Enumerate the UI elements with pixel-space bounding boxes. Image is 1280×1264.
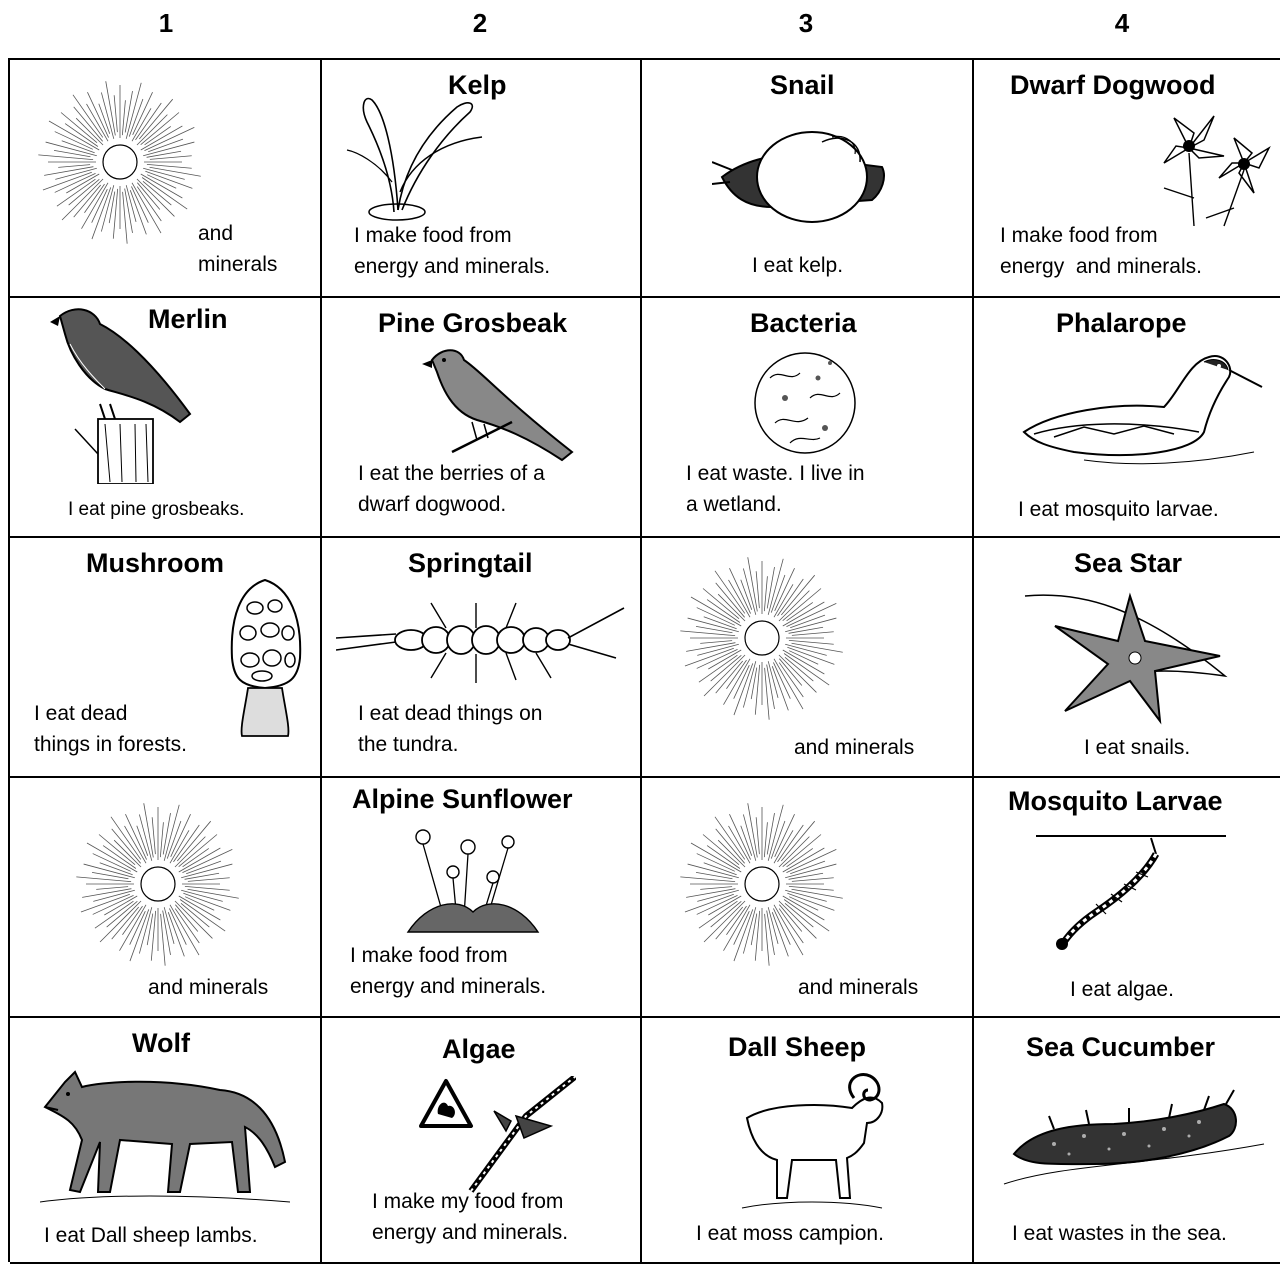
card-title: Wolf	[132, 1028, 190, 1058]
wolf-icon	[40, 1062, 290, 1212]
sun-ray	[122, 906, 142, 935]
merlin-icon	[40, 304, 210, 484]
sun-ray	[175, 837, 205, 867]
card-sun-r1c1[interactable]	[10, 60, 322, 298]
sun-ray	[54, 150, 90, 156]
card-title: Dwarf Dogwood	[1010, 70, 1216, 100]
sun-ray	[751, 914, 757, 946]
sun-ray	[147, 914, 153, 946]
card-sun-r4c1[interactable]	[10, 778, 322, 1018]
sun-ray	[787, 848, 813, 866]
card-phalarope[interactable]	[974, 298, 1280, 538]
card-title: Pine Grosbeak	[378, 308, 568, 338]
card-title: Sea Star	[1074, 548, 1183, 578]
algae-icon	[416, 1076, 576, 1196]
sun-ray	[726, 660, 746, 689]
bacteria-icon	[750, 348, 860, 458]
card-springtail[interactable]	[322, 538, 642, 778]
sun-ray	[784, 653, 829, 685]
sun-ray	[767, 567, 774, 608]
card-title: Mosquito Larvae	[1008, 786, 1223, 816]
sun-ray	[756, 817, 759, 854]
sun-ray	[84, 184, 104, 213]
card-snail[interactable]	[642, 60, 974, 298]
column-number-1: 1	[158, 8, 174, 38]
phalarope-icon	[1014, 342, 1264, 472]
card-description: I make food from energy and minerals.	[350, 944, 547, 998]
card-title: Alpine Sunflower	[352, 784, 573, 814]
sun-ray	[152, 817, 155, 854]
sun-ray	[685, 648, 734, 666]
sun-icon	[672, 794, 852, 974]
sun-ray	[114, 95, 117, 132]
card-description: I eat waste. I live in a wetland.	[686, 462, 865, 516]
sun-ray	[696, 872, 732, 878]
dwarf-dogwood-icon	[1134, 108, 1274, 228]
springtail-icon	[336, 598, 626, 698]
sun-ray	[183, 848, 209, 866]
card-sea-cucumber[interactable]	[974, 1018, 1280, 1264]
sun-ray	[139, 99, 172, 139]
card-title: Sea Cucumber	[1026, 1032, 1216, 1062]
sun-ray	[781, 821, 814, 861]
sun-ray	[783, 835, 821, 867]
sun-ray	[62, 179, 103, 220]
sun-ray	[779, 837, 809, 867]
sun-ray	[137, 183, 159, 210]
card-sea-star[interactable]	[974, 538, 1280, 778]
sun-ray	[767, 813, 774, 854]
card-dall-sheep[interactable]	[642, 1018, 974, 1264]
sun-ray	[756, 571, 759, 608]
card-title: Dall Sheep	[728, 1032, 867, 1062]
card-description: I make food from energy and minerals.	[354, 224, 551, 278]
mushroom-icon	[220, 578, 310, 738]
card-title: Bacteria	[750, 308, 857, 338]
sun-ray	[697, 895, 738, 914]
card-description: and minerals	[798, 976, 919, 999]
card-dwarf-dogwood[interactable]	[974, 60, 1280, 298]
card-description: I eat the berries of a dwarf dogwood.	[358, 462, 545, 516]
card-description: I eat pine grosbeaks.	[68, 499, 245, 520]
sun-ray	[700, 887, 732, 890]
sun-ray	[786, 849, 836, 872]
card-sun-r3c3[interactable]	[642, 538, 974, 778]
kelp-icon	[342, 82, 492, 222]
card-title: Snail	[770, 70, 835, 100]
card-mosquito-larvae[interactable]	[974, 778, 1280, 1018]
sun-ray	[697, 649, 738, 668]
card-pine-grosbeak[interactable]	[322, 298, 642, 538]
card-description: and minerals	[148, 976, 269, 999]
sun-ray	[179, 835, 217, 867]
sun-ray	[185, 873, 219, 879]
sun-ray	[704, 655, 745, 696]
sun-ray	[775, 568, 795, 611]
card-description: I eat dead things on the tundra.	[358, 702, 543, 756]
sun-ray	[729, 580, 751, 617]
sun-ray	[779, 591, 809, 621]
sun-ray	[177, 821, 210, 861]
card-description: and minerals	[198, 222, 278, 276]
sun-ray	[171, 814, 191, 857]
sun-ray	[163, 813, 170, 854]
sun-ray	[133, 92, 153, 135]
sun-ray	[182, 849, 232, 872]
sun-ray	[87, 104, 109, 141]
sun-icon	[68, 794, 248, 974]
card-description: I make food from energy and minerals.	[1000, 224, 1202, 278]
sun-ray	[92, 872, 128, 878]
sun-ray	[137, 115, 167, 145]
sun-ray	[789, 627, 823, 633]
sun-ray	[141, 113, 179, 145]
sun-ray	[764, 576, 767, 611]
sun-ray	[96, 887, 128, 890]
sun-ray	[150, 156, 192, 160]
sun-ray	[783, 589, 821, 621]
card-title: Merlin	[148, 304, 228, 334]
sun-ray	[764, 822, 767, 857]
card-title: Kelp	[448, 70, 507, 100]
card-kelp[interactable]	[322, 60, 642, 298]
sun-ray	[789, 873, 823, 879]
sun-ray	[109, 192, 115, 224]
sea-cucumber-icon	[994, 1074, 1266, 1204]
snail-icon	[712, 122, 892, 232]
sun-ray	[751, 668, 757, 700]
sun-icon	[672, 548, 852, 728]
sun-ray	[792, 878, 834, 882]
card-title: Algae	[442, 1034, 516, 1064]
sun-ray	[792, 632, 834, 636]
sun-ray	[781, 575, 814, 615]
sun-ray	[43, 172, 92, 190]
card-mushroom[interactable]	[10, 538, 322, 778]
sun-ray	[55, 173, 96, 192]
card-description: I eat algae.	[1070, 978, 1174, 1001]
sea-star-icon	[1020, 586, 1230, 726]
card-algae[interactable]	[322, 1018, 642, 1264]
alpine-sunflower-icon	[398, 822, 548, 942]
sun-ray	[180, 899, 225, 931]
card-description: I eat wastes in the sea.	[1012, 1222, 1227, 1245]
sun-ray	[779, 659, 801, 686]
card-description: I eat Dall sheep lambs.	[44, 1224, 258, 1247]
sun-ray	[696, 626, 732, 632]
sun-ray	[81, 894, 130, 912]
sun-ray	[726, 906, 746, 935]
sun-ray	[147, 151, 181, 157]
card-title: Mushroom	[86, 548, 224, 578]
card-title: Springtail	[408, 548, 533, 578]
column-number-3: 3	[798, 8, 814, 38]
sun-ray	[145, 126, 171, 144]
sun-ray	[144, 127, 194, 150]
sun-ray	[142, 177, 187, 209]
sun-ray	[775, 814, 795, 857]
sun-ray	[779, 905, 801, 932]
card-description: I eat kelp.	[752, 254, 844, 277]
card-wolf[interactable]	[10, 1018, 322, 1264]
card-bacteria[interactable]	[642, 298, 974, 538]
sun-ray	[125, 91, 132, 132]
pine-grosbeak-icon	[422, 342, 582, 462]
sun-icon	[30, 72, 210, 252]
sun-ray	[122, 100, 125, 135]
food-web-card-grid	[8, 58, 1280, 1262]
sun-ray	[58, 165, 90, 168]
sun-ray	[786, 603, 836, 626]
sun-ray	[700, 641, 732, 644]
card-alpine-sunflower[interactable]	[322, 778, 642, 1018]
card-description: I make my food from energy and minerals.	[372, 1190, 569, 1244]
sun-ray	[175, 905, 197, 932]
sun-ray	[787, 602, 813, 620]
sun-ray	[729, 826, 751, 863]
sun-ray	[784, 899, 829, 931]
card-title: Phalarope	[1056, 308, 1187, 338]
sun-ray	[100, 901, 141, 942]
sun-ray	[160, 822, 163, 857]
card-sun-r4c3[interactable]	[642, 778, 974, 1018]
column-number-2: 2	[472, 8, 488, 38]
sun-ray	[704, 901, 745, 942]
card-description: I eat dead things in forests.	[34, 702, 187, 756]
mosquito-larvae-icon	[1036, 832, 1226, 952]
card-description: I eat moss campion.	[696, 1222, 884, 1245]
card-merlin[interactable]	[10, 298, 322, 538]
sun-ray	[93, 895, 134, 914]
sun-ray	[125, 826, 147, 863]
column-number-4: 4	[1114, 8, 1130, 38]
card-description: I eat snails.	[1084, 736, 1191, 759]
dall-sheep-icon	[732, 1068, 892, 1218]
sun-ray	[188, 878, 230, 882]
card-description: and minerals	[794, 736, 915, 759]
card-description: I eat mosquito larvae.	[1018, 498, 1219, 521]
sun-ray	[685, 894, 734, 912]
